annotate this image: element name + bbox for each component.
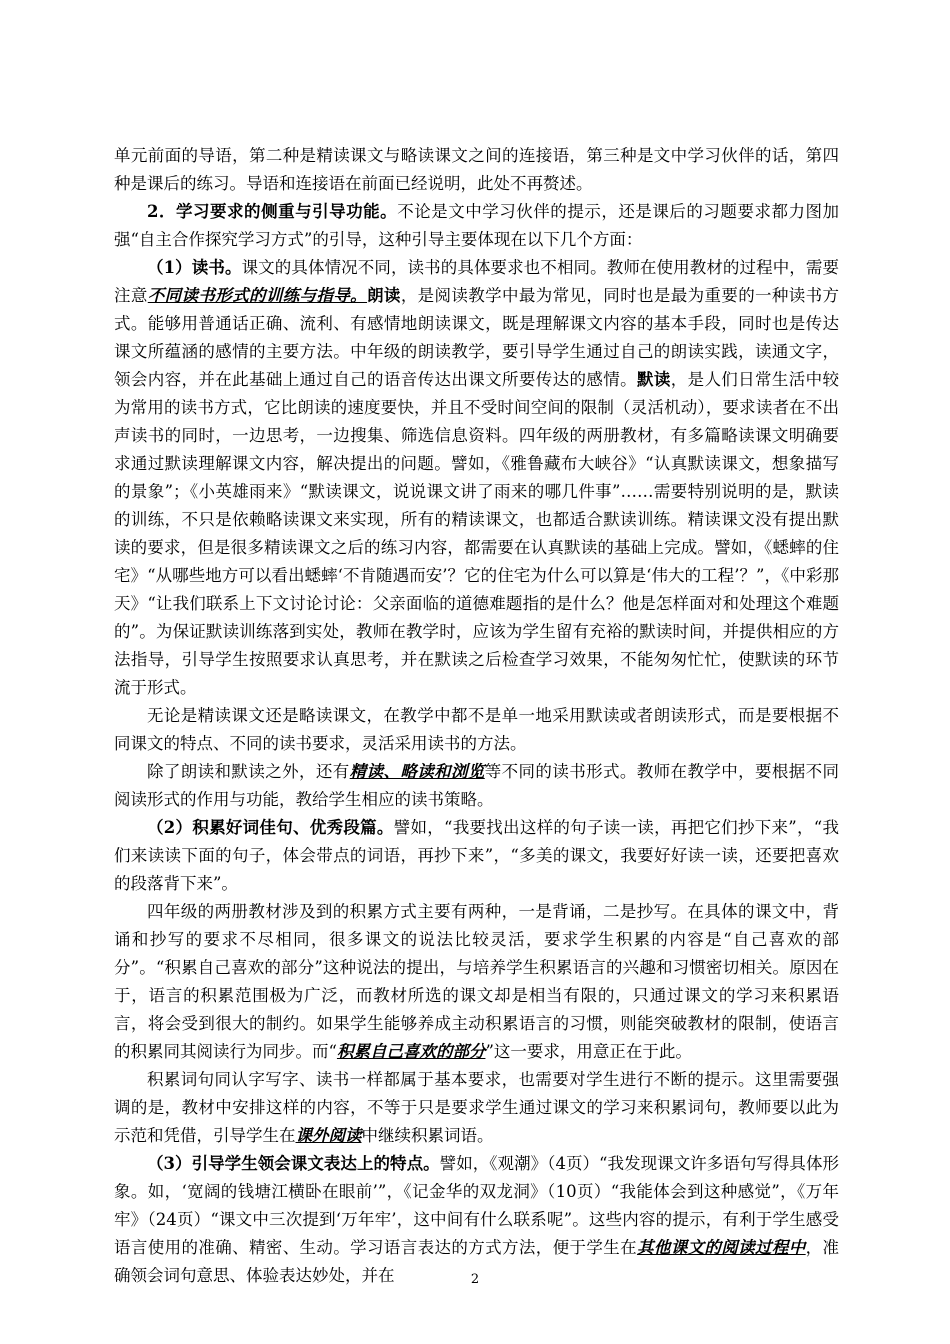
emphasis-text: 积累自己喜欢的部分 (336, 1042, 486, 1061)
paragraph-text: 中继续积累词语。 (361, 1126, 494, 1145)
term-heading: 朗读 (367, 286, 401, 305)
page-number: 2 (470, 1272, 480, 1287)
paragraph (114, 898, 839, 1066)
paragraph (114, 758, 839, 814)
emphasis-text: 课外阅读 (295, 1126, 362, 1145)
subsection-heading: （1）读书。 (147, 258, 242, 277)
paragraph-text: 譬如，“我要找出这样的句子读一读，再把它们抄下来”，“我们来读读下面的句子，体会带点的词语，再抄下来”，“多美的课文，我要好好读一读，还要把喜欢的段落背下来”。 (114, 818, 840, 893)
paragraph-text: ，准确领会词句意思、体验表达妙处，并在 (114, 1238, 840, 1285)
paragraph-text: ，是阅读教学中最为常见，同时也是最为重要的一种读书方式。能够用普通话正确、流利、有感情地朗读课文，既是理解课文内容的基本手段，同时也是传达课文所蕴涵的感情的主要方法。中年级的朗读教学，要引导学生通过自己的朗读实践，读通文字，领会内容，并在此基础上通过自己的语音传达出课文所要传达的感情。 (114, 286, 840, 389)
paragraph-text: 除了朗读和默读之外，还有 (147, 762, 350, 781)
paragraph-text: ，是人们日常生活中较为常用的读书方式，它比朗读的速度要快，并且不受时间空间的限制（灵活机动），要求读者在不出声读书的同时，一边思考，一边搜集、筛选信息资料。四年级的两册教材，有多篇略读课文明确要求通过默读理解课文内容，解决提出的问题。譬如，《雅鲁藏布大峡谷》“认真默读课文，想象描写的景象”；《小英雄雨来》“默读课文，说说课文讲了雨来的哪几件事”……需要特别说明的是，默读的训练，不只是依赖略读课文来实现，所有的精读课文，也都适合默读训练。精读课文没有提出默读的要求，但是很多精读课文之后的练习内容，都需要在认真默读的基础上完成。譬如，《蟋蟀的住宅》“从哪些地方可以看出蟋蟀‘不肯随遇而安’？它的住宅为什么可以算是‘伟大的工程’？”，《中彩那天》“让我们联系上下文讨论讨论：父亲面临的道德难题指的是什么？他是怎样面对和处理这个难题的”。为保证默读训练落到实处，教师在教学时，应该为学生留有充裕的默读时间，并提供相应的方法指导，引导学生按照要求认真思考，并在默读之后检查学习效果，不能匆匆忙忙，使默读的环节流于形式。 (114, 370, 840, 697)
emphasis-text: 不同读书形式的训练与指导。 (147, 286, 368, 305)
paragraph (114, 702, 839, 758)
paragraph-text: 单元前面的导语，第二种是精读课文与略读课文之间的连接语，第三种是文中学习伙伴的话，第四种是课后的练习。导语和连接语在前面已经说明，此处不再赘述。 (114, 146, 839, 193)
paragraph (114, 1150, 839, 1290)
paragraph-text: 无论是精读课文还是略读课文，在教学中都不是单一地采用默读或者朗读形式，而是要根据不同课文的特点、不同的读书要求，灵活采用读书的方法。 (114, 706, 839, 753)
term-heading: 默读 (636, 370, 671, 389)
document-body (114, 142, 839, 1290)
subsection-heading: （3）引导学生领会课文表达上的特点。 (147, 1154, 440, 1173)
paragraph-text: 四年级的两册教材涉及到的积累方式主要有两种，一是背诵，二是抄写。在具体的课文中，背诵和抄写的要求不尽相同，很多课文的说法比较灵活，要求学生积累的内容是“自己喜欢的部分”。“积累自己喜欢的部分”这种说法的提出，与培养学生积累语言的兴趣和习惯密切相关。原因在于，语言的积累范围极为广泛，而教材所选的课文却是相当有限的，只通过课文的学习来积累语言，将会受到很大的制约。如果学生能够养成主动积累语言的习惯，则能突破教材的限制，使语言的积累同其阅读行为同步。而“ (114, 902, 839, 1061)
paragraph (114, 142, 839, 198)
paragraph-text: 等不同的读书形式。教师在教学中，要根据不同阅读形式的作用与功能，教给学生相应的读书策略。 (114, 762, 840, 809)
emphasis-text: 精读、略读和浏览 (349, 762, 485, 781)
paragraph (114, 254, 839, 702)
paragraph (114, 1066, 839, 1150)
paragraph (114, 814, 839, 898)
paragraph-text: 不论是文中学习伙伴的提示，还是课后的习题要求都力图加强“自主合作探究学习方式”的引导，这种引导主要体现在以下几个方面： (114, 202, 840, 249)
paragraph-text: ”这一要求，用意正在于此。 (485, 1042, 692, 1061)
paragraph-text: 课文的具体情况不同，读书的具体要求也不相同。教师在使用教材的过程中，需要注意 (114, 258, 840, 305)
section-heading: 2．学习要求的侧重与引导功能。 (147, 202, 398, 221)
paragraph-text: 积累词句同认字写字、读书一样都属于基本要求，也需要对学生进行不断的提示。这里需要强调的是，教材中安排这样的内容，不等于只是要求学生通过课文的学习来积累词句，教师要以此为示范和凭借，引导学生在 (114, 1070, 839, 1145)
paragraph-text: 譬如，《观潮》（4页）“我发现课文许多语句写得具体形象。如，‘宽阔的钱塘江横卧在眼前’”，《记金华的双龙洞》（10页）“我能体会到这种感觉”，《万年牢》（24页）“课文中三次提到‘万年牢’，这中间有什么联系呢”。这些内容的提示，有利于学生感受语言使用的准确、精密、生动。学习语言表达的方式方法，便于学生在 (114, 1154, 840, 1257)
emphasis-text: 其他课文的阅读过程中 (636, 1238, 806, 1257)
subsection-heading: （2）积累好词佳句、优秀段篇。 (147, 818, 394, 837)
paragraph (114, 198, 839, 254)
